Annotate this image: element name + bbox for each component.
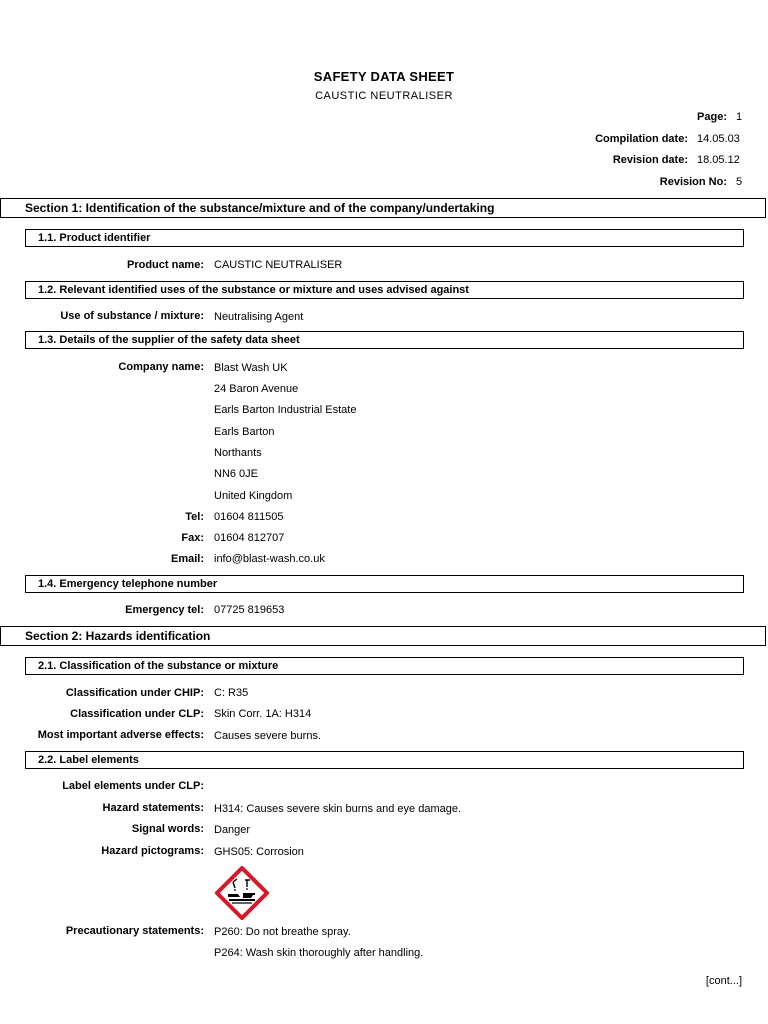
chip-classification-label: Classification under CHIP: xyxy=(65,687,204,699)
continued-marker: [cont...] xyxy=(705,975,742,987)
meta-page xyxy=(0,111,768,125)
meta-page-label: Page: xyxy=(697,111,727,123)
subsection-1-4-heading-text: 1.4. Emergency telephone number xyxy=(38,578,218,590)
address-line: Earls Barton xyxy=(214,426,275,438)
chip-classification-value: C: R35 xyxy=(214,687,249,699)
tel-label: Tel: xyxy=(185,511,204,523)
subsection-2-2-heading xyxy=(25,751,744,769)
hazard-statements-value: H314: Causes severe skin burns and eye damage. xyxy=(214,803,462,815)
tel-value: 01604 811505 xyxy=(214,511,284,523)
fax-label: Fax: xyxy=(181,532,204,544)
subsection-2-1-heading-text: 2.1. Classification of the substance or mixture xyxy=(38,660,279,672)
document-title: SAFETY DATA SHEET xyxy=(313,69,455,84)
meta-revision-date xyxy=(0,154,768,168)
section-2-heading-text: Section 2: Hazards identification xyxy=(25,629,211,643)
precautionary-statement: P264: Wash skin thoroughly after handling. xyxy=(214,947,424,959)
address-line: Blast Wash UK xyxy=(214,362,288,374)
use-label: Use of substance / mixture: xyxy=(60,310,204,322)
subsection-1-2-heading-text: 1.2. Relevant identified uses of the substance or mixture and uses advised against xyxy=(38,284,469,296)
ghs05-corrosion-icon xyxy=(215,866,269,920)
meta-revision-no-label: Revision No: xyxy=(659,176,727,188)
address-line: Earls Barton Industrial Estate xyxy=(214,404,357,416)
email-value: info@blast-wash.co.uk xyxy=(214,553,325,565)
precautionary-statement: P260: Do not breathe spray. xyxy=(214,926,351,938)
emergency-tel-value: 07725 819653 xyxy=(214,604,285,616)
product-name-label: Product name: xyxy=(126,259,204,271)
meta-page-value: 1 xyxy=(736,111,743,123)
product-name-value: CAUSTIC NEUTRALISER xyxy=(214,259,343,271)
use-value: Neutralising Agent xyxy=(214,311,304,323)
subsection-1-3-heading xyxy=(25,331,744,349)
address-line: United Kingdom xyxy=(214,490,293,502)
subsection-1-2-heading xyxy=(25,281,744,299)
subsection-1-4-heading xyxy=(25,575,744,593)
meta-revision-no xyxy=(0,176,768,190)
label-elements-label: Label elements under CLP: xyxy=(62,780,204,792)
meta-compilation-value: 14.05.03 xyxy=(697,133,740,145)
meta-compilation-label: Compilation date: xyxy=(595,133,688,145)
subsection-1-3-heading-text: 1.3. Details of the supplier of the safety data sheet xyxy=(38,334,300,346)
address-line: NN6 0JE xyxy=(214,468,259,480)
address-line: 24 Baron Avenue xyxy=(214,383,299,395)
subsection-2-2-heading-text: 2.2. Label elements xyxy=(38,754,139,766)
emergency-tel-label: Emergency tel: xyxy=(125,604,204,616)
meta-compilation-date xyxy=(0,133,768,147)
subsection-2-1-heading xyxy=(25,657,744,675)
clp-classification-label: Classification under CLP: xyxy=(70,708,204,720)
adverse-effects-value: Causes severe burns. xyxy=(214,730,321,742)
section-1-heading xyxy=(0,198,766,218)
document-subtitle: CAUSTIC NEUTRALISER xyxy=(315,90,453,102)
subsection-1-1-heading xyxy=(25,229,744,247)
email-label: Email: xyxy=(170,553,204,565)
meta-revision-no-value: 5 xyxy=(736,176,743,188)
hazard-pictograms-label: Hazard pictograms: xyxy=(101,845,204,857)
section-2-heading xyxy=(0,626,766,646)
adverse-effects-label: Most important adverse effects: xyxy=(37,729,204,741)
company-name-label: Company name: xyxy=(118,361,204,373)
subsection-1-1-heading-text: 1.1. Product identifier xyxy=(38,232,151,244)
clp-classification-value: Skin Corr. 1A: H314 xyxy=(214,708,312,720)
address-line: Northants xyxy=(214,447,262,459)
meta-revision-date-label: Revision date: xyxy=(612,154,688,166)
fax-value: 01604 812707 xyxy=(214,532,285,544)
section-1-heading-text: Section 1: Identification of the substance/mixture and of the company/undertaking xyxy=(25,201,495,215)
meta-revision-date-value: 18.05.12 xyxy=(697,154,740,166)
precautionary-statements-label: Precautionary statements: xyxy=(65,925,204,937)
signal-words-value: Danger xyxy=(214,824,251,836)
signal-words-label: Signal words: xyxy=(131,823,204,835)
hazard-pictograms-value: GHS05: Corrosion xyxy=(214,846,304,858)
hazard-statements-label: Hazard statements: xyxy=(102,802,204,814)
